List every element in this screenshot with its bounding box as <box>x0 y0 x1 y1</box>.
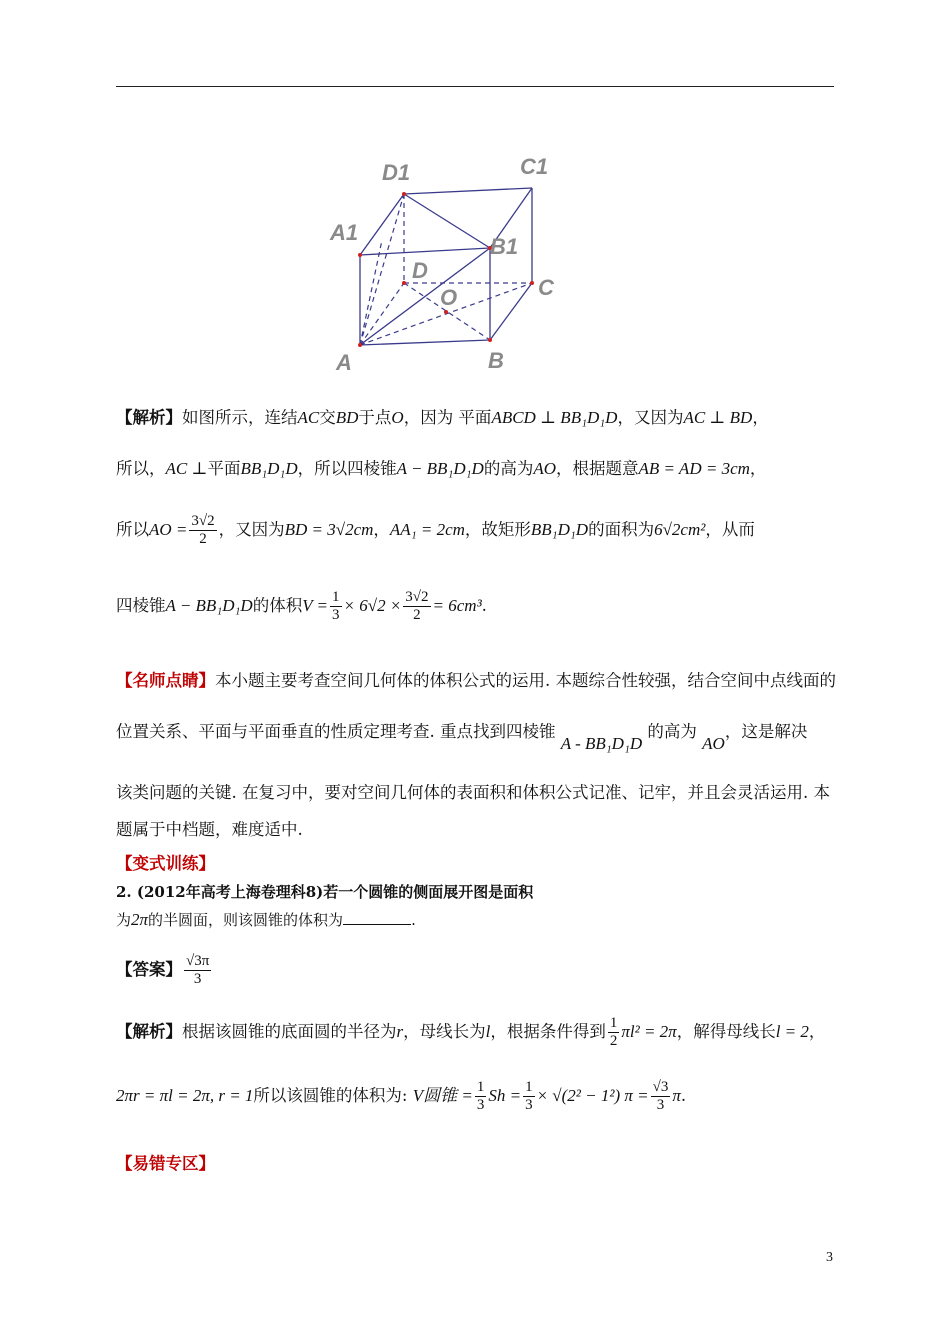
fraction: $\frac{1}{3}$ <box>332 589 340 623</box>
jiexi2-line2: 2πr = πl = 2π, r = 1所以该圆锥的体积为: V圆锥 = $\frac{1}{3}$ Sh = $\frac{1}{3}$ × √(2² − 1²) π = $\frac{√3}{3}$ π. <box>116 1079 687 1113</box>
jiexi1-line2: 所以，AC ⊥平面BB₁D₁D，所以四棱锥A − BB₁D₁D的高为AO，根据题意AB = AD = 3cm， <box>116 459 767 478</box>
label-c1: C1 <box>520 154 549 179</box>
point-d <box>402 281 406 285</box>
label-b: B <box>488 348 504 373</box>
jiexi1-line3: 所以AO = $\frac{3√2}{2}$ ，又因为BD = 3√2cm，AA₁ = 2cm，故矩形BB₁D₁D的面积为6√2cm²，从而 <box>116 513 755 547</box>
point-d1 <box>402 192 406 196</box>
yicuo-tag: 【易错专区】 <box>116 1154 215 1173</box>
mingshi-line3: 该类问题的关键. 在复习中，要对空间几何体的表面积和体积公式记准、记牢，并且会灵活运用. 本 <box>116 783 830 802</box>
jiexi1-line4: 四棱锥A − BB₁D₁D的体积V = $\frac{1}{3}$ × 6√2 × $\frac{3√2}{2}$ = 6cm³. <box>116 589 487 623</box>
edge-d1c1 <box>404 188 532 194</box>
fraction: $\frac{1}{3}$ <box>476 1079 485 1113</box>
question-line2: 为2π的半圆面，则该圆锥的体积为 . <box>116 910 416 929</box>
mingshi-line2: 位置关系、平面与平面垂直的性质定理考查. 重点找到四棱锥 A - BB₁D₁D 的高为 AO，这是解决 <box>116 722 808 753</box>
answer-line <box>116 948 846 992</box>
bianshi-tag: 【变式训练】 <box>116 854 215 873</box>
fraction: $\frac{√3}{3}$ <box>652 1079 669 1113</box>
point-a <box>358 343 362 347</box>
jiexi-tag: 【解析】 <box>116 408 182 427</box>
edge-a1d1 <box>360 194 404 255</box>
mingshi-tag: 【名师点睛】 <box>116 671 215 690</box>
header-rule <box>116 86 834 87</box>
edge-bc <box>490 283 532 340</box>
edge-d1b1 <box>404 194 490 248</box>
answer-tag: 【答案】 <box>116 960 182 979</box>
jiexi2-tag: 【解析】 <box>116 1022 182 1041</box>
yicuo-heading <box>116 1152 846 1176</box>
label-a: A <box>336 350 352 375</box>
point-c <box>530 281 534 285</box>
edge-ab <box>360 340 490 345</box>
label-d1: D1 <box>382 160 411 185</box>
label-c: C <box>538 275 554 300</box>
label-a1: A1 <box>330 220 359 245</box>
prism-figure <box>320 150 580 380</box>
answer-blank <box>343 908 411 925</box>
point-o <box>444 310 448 314</box>
mingshi-line1: 【名师点睛】本小题主要考查空间几何体的体积公式的运用. 本题综合性较强，结合空间中点线面的 <box>116 671 836 690</box>
label-b1: B1 <box>490 234 519 259</box>
label-o: O <box>440 285 458 310</box>
jiexi2-line1: 【解析】根据该圆锥的底面圆的半径为r，母线长为l，根据条件得到 $\frac{1}{2}$ πl² = 2π，解得母线长l = 2， <box>116 1015 826 1049</box>
question-line1: 2. (2012年高考上海卷理科8)若一个圆锥的侧面展开图是面积 <box>116 883 534 901</box>
mingshi-line4: 题属于中档题，难度适中. <box>116 820 303 839</box>
label-d: D <box>412 258 428 283</box>
fraction: $\frac{1}{2}$ <box>609 1015 618 1049</box>
jiexi1-line1: 【解析】如图所示，连结AC交BD于点O，因为 平面ABCD ⊥ BB₁D₁D，又因为AC ⊥ BD， <box>116 408 769 427</box>
fraction: $\frac{3√2}{2}$ <box>405 589 429 623</box>
point-a1 <box>358 253 362 257</box>
bianshi-heading <box>116 852 846 876</box>
fraction: $\frac{1}{3}$ <box>525 1079 533 1113</box>
fraction: $\frac{3√2}{2}$ <box>191 513 215 547</box>
point-b <box>488 338 492 342</box>
page-number: 3 <box>826 1250 833 1265</box>
fraction: $\frac{√3\pi}{3}$ <box>186 953 210 987</box>
edge-ad1 <box>360 194 404 345</box>
